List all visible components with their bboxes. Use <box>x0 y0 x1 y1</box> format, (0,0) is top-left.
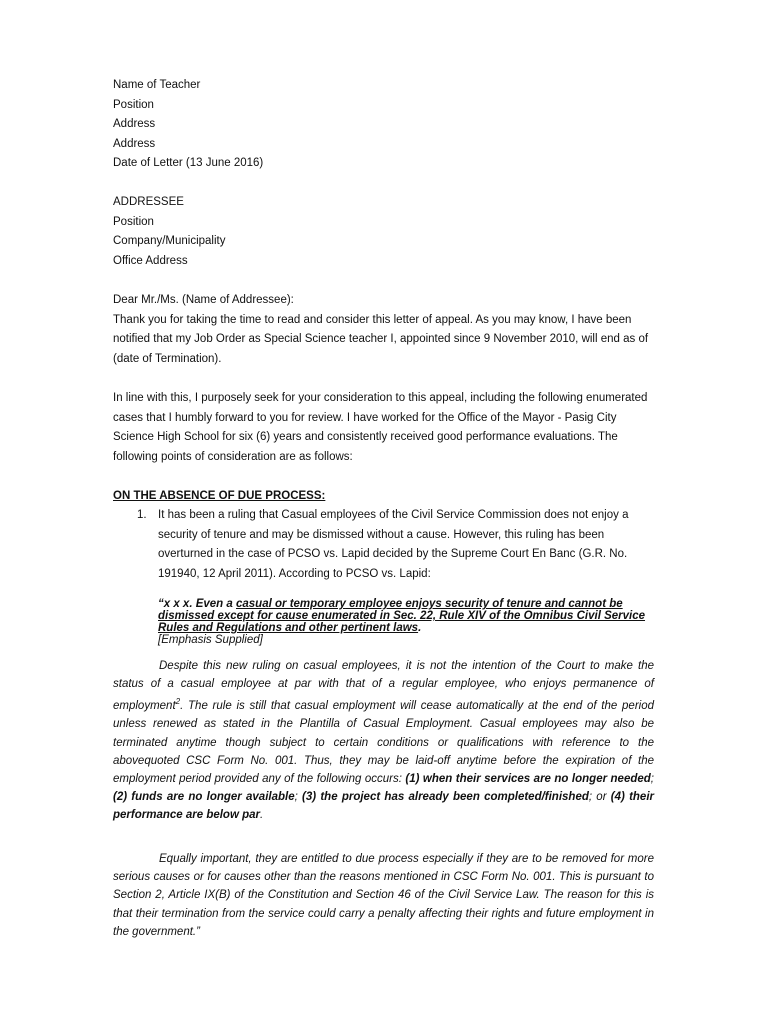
list-item-number: 1. <box>137 509 147 521</box>
salutation: Dear Mr./Ms. (Name of Addressee): <box>113 294 294 306</box>
letter-date: Date of Letter (13 June 2016) <box>113 157 264 169</box>
para3-text-2: . The rule is still that casual employment will cease automatically at the end of the period unless renewed as stated in the Plantilla of Casual Employment. Casual employees may also be terminated anytime though subject to certain conditions or qualifications with reference to the abovequoted CSC Form No. 001. Thus, they may be laid-off anytime before the expiration of the employment period provided any of the following occurs: <box>113 700 654 786</box>
paragraph-due-process <box>113 850 654 941</box>
paragraph-appeal: In line with this, I purposely seek for your consideration to this appeal, including the following enumerated cases that I humbly forward to you for review. I have worked for the Office of the Mayor - Pasig City Science High School for six (6) years and consistently received good performance evaluations. The following points of consideration are as follows: <box>113 392 648 463</box>
paragraph-intro: Thank you for taking the time to read and consider this letter of appeal. As you may know, I have been notified that my Job Order as Special Science teacher I, appointed since 9 November 2010, will end as of (date of Termination). <box>113 313 649 365</box>
quote-text-end: . <box>418 622 422 634</box>
paragraph-casual-ruling <box>113 657 654 825</box>
sender-name: Name of Teacher <box>113 79 201 91</box>
condition-4: (4) their performance are below par <box>113 791 654 822</box>
footnote-marker: 2 <box>175 697 181 707</box>
para4-text: Equally important, they are entitled to due process especially if they are to be removed for more serious causes or for causes other than the reasons mentioned in CSC Form No. 001. This is pursuant to Section 2, Article IX(B) of the Constitution and Section 46 of the Civil Service Law. The reason for this is that their termination from the service could carry a penalty affecting their rights and future employment in the government.” <box>113 853 654 938</box>
separator: ; or <box>588 791 611 804</box>
para3-text-1: Despite this new ruling on casual employees, it is not the intention of the Court to make the status of a casual employee at par with that of a regular employee, who enjoys permanence of employment <box>113 660 654 713</box>
quote-text-start: “x x x. Even a <box>158 598 236 610</box>
para3-end: . <box>260 809 264 822</box>
addressee-block <box>113 193 654 271</box>
separator: ; <box>650 773 654 786</box>
sender-address-2: Address <box>113 137 156 150</box>
salutation-and-intro <box>113 291 654 369</box>
quote-underlined-text: casual or temporary <box>236 598 346 610</box>
sender-block <box>113 76 654 174</box>
legal-quote <box>158 598 648 634</box>
addressee-office: Office Address <box>113 254 188 267</box>
sender-address-1: Address <box>113 118 156 130</box>
list-item-text: It has been a ruling that Casual employees of the Civil Service Commission does not enjoy a security of tenure and may be dismissed without a cause. However, this ruling has been overturned in the case of PCSO vs. Lapid decided by the Supreme Court En Banc (G.R. No. 191940, 12 April 2011). According to PCSO vs. Lapid: <box>158 509 629 580</box>
condition-2: (2) funds are no longer available <box>113 791 295 804</box>
separator: ; <box>294 791 303 804</box>
condition-3: (3) the project has already been completed/finished <box>302 791 589 804</box>
quote-text-middle: employee enjoys security of tenure and cannot be dismissed except for cause enumerated in Sec. 22, Rule XIV of the Omnibus Civil Service Rules and Regulations and other pertinent laws <box>158 598 646 634</box>
condition-1: (1) when their services are no longer needed <box>405 773 651 786</box>
section-heading: ON THE ABSENCE OF DUE PROCESS: <box>113 490 326 502</box>
sender-position: Position <box>113 98 154 111</box>
emphasis-note: [Emphasis Supplied] <box>158 634 263 646</box>
addressee-position: Position <box>113 215 154 228</box>
addressee-company: Company/Municipality <box>113 235 226 247</box>
addressee-title: ADDRESSEE <box>113 196 184 208</box>
